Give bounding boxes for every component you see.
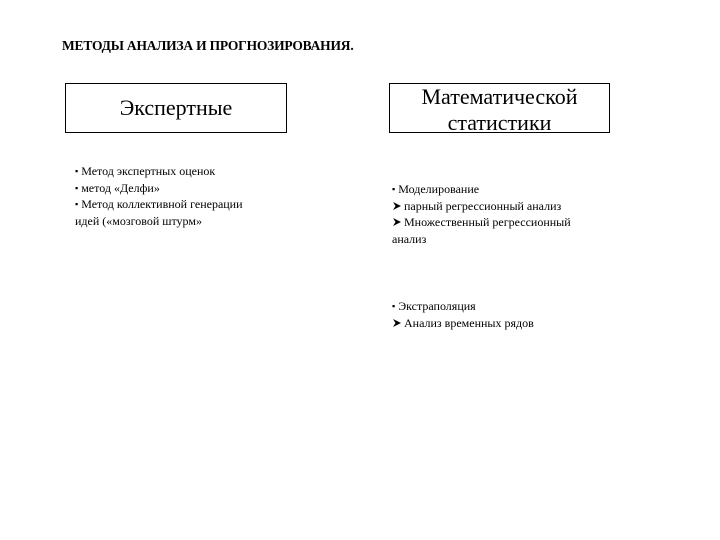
list-item-text: Анализ временных рядов bbox=[404, 315, 534, 330]
list-item-text: парный регрессионный анализ bbox=[404, 198, 562, 213]
list-item-text: Множественный регрессионный анализ bbox=[392, 215, 571, 246]
list-heading bbox=[392, 181, 582, 198]
list-heading bbox=[392, 298, 592, 315]
list-item-text: Метод коллективной генерации идей («мозговой штурм» bbox=[75, 197, 243, 228]
expert-methods-box bbox=[65, 83, 287, 133]
arrow-bullet-icon bbox=[392, 217, 402, 227]
list-item bbox=[392, 315, 592, 332]
list-item bbox=[75, 196, 265, 229]
list-heading-text: Экстраполяция bbox=[398, 299, 476, 313]
modeling-methods-list bbox=[392, 181, 582, 247]
bullet-icon: ▪ bbox=[75, 199, 79, 209]
statistics-methods-box bbox=[389, 83, 610, 133]
expert-methods-list bbox=[75, 163, 265, 229]
list-item bbox=[392, 198, 582, 215]
bullet-icon: ▪ bbox=[392, 301, 396, 311]
arrow-bullet-icon bbox=[392, 201, 402, 211]
list-item-text: метод «Делфи» bbox=[81, 180, 160, 195]
expert-methods-label: Экспертные bbox=[119, 95, 233, 120]
extrapolation-methods-list bbox=[392, 298, 592, 331]
page-title: МЕТОДЫ АНАЛИЗА И ПРОГНОЗИРОВАНИЯ. bbox=[62, 38, 354, 53]
list-item bbox=[392, 214, 582, 247]
bullet-icon: ▪ bbox=[75, 182, 79, 193]
list-heading-text: Моделирование bbox=[398, 182, 480, 196]
arrow-bullet-icon bbox=[392, 318, 402, 328]
statistics-methods-label: Математической статистики bbox=[421, 84, 578, 135]
list-item bbox=[75, 163, 265, 180]
list-item-text: Метод экспертных оценок bbox=[81, 164, 216, 178]
bullet-icon: ▪ bbox=[392, 184, 396, 194]
list-item bbox=[75, 180, 265, 197]
bullet-icon: ▪ bbox=[75, 166, 79, 176]
